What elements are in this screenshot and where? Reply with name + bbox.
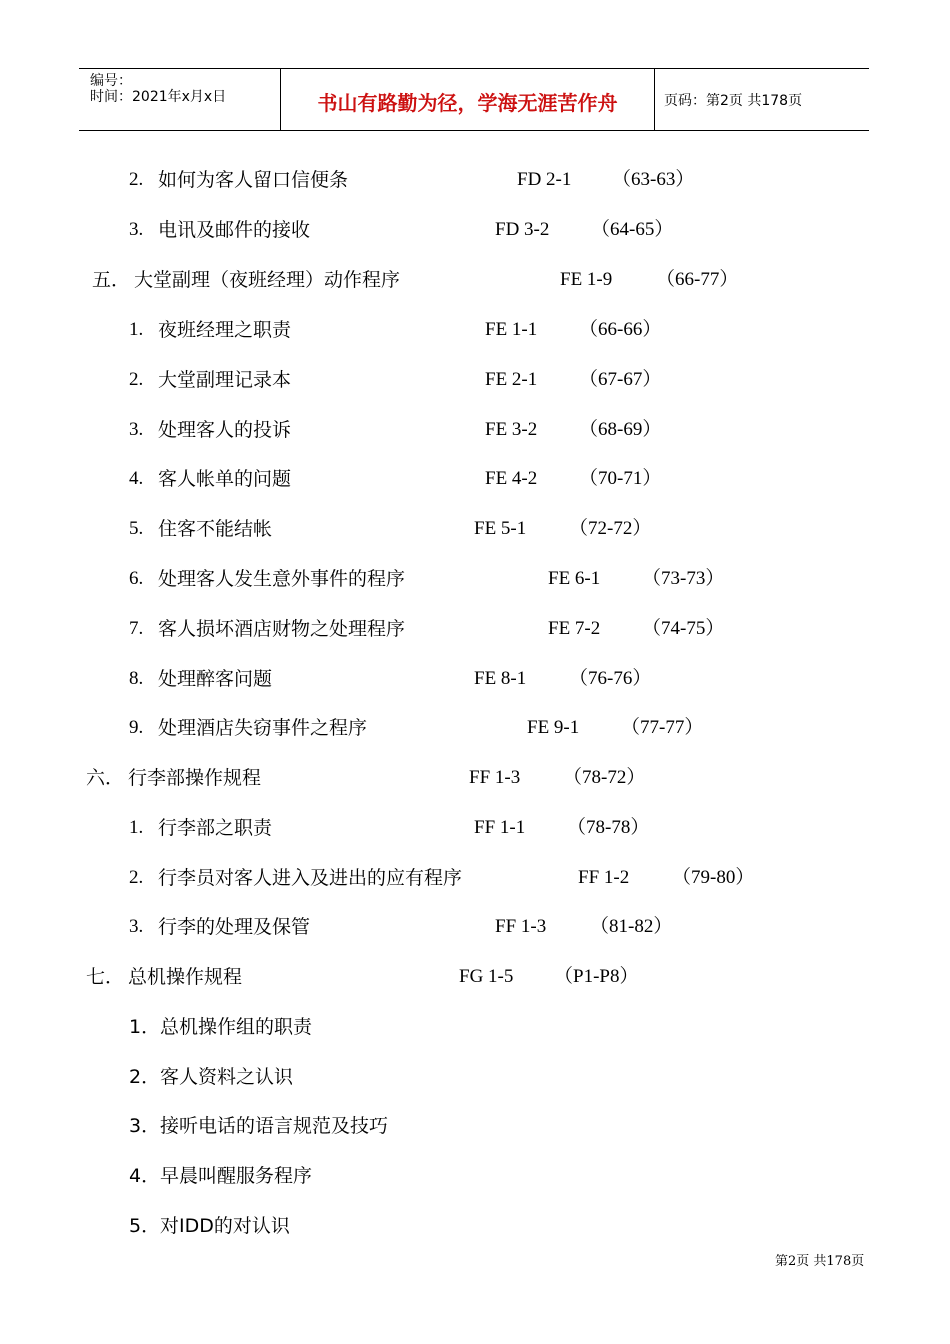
toc-entry-pages: （70-71）: [579, 468, 662, 489]
toc-entry-code: FE 1-9: [560, 269, 613, 290]
toc-entry-pages: （63-63）: [612, 169, 695, 190]
document-number-label: 编号：: [90, 73, 132, 89]
toc-entry-pages: （76-76）: [569, 668, 652, 689]
toc-entry-number: 2．: [129, 1066, 161, 1088]
header-motto: 书山有路勤为径，学海无涯苦作舟: [317, 91, 618, 115]
toc-entry-pages: （79-80）: [672, 867, 755, 888]
toc-entry-title: 接听电话的语言规范及技巧: [160, 1115, 389, 1137]
toc-entry-pages: （68-69）: [579, 419, 662, 440]
toc-entry-title: 客人损坏酒店财物之处理程序: [158, 618, 406, 640]
toc-entry-pages: （67-67）: [579, 369, 662, 390]
toc-entry-number: 6.: [129, 568, 144, 589]
header-page-cell: [655, 69, 869, 130]
toc-entry-title: 对IDD的对认识: [160, 1215, 290, 1237]
toc-entry-code: FG 1-5: [459, 966, 514, 987]
toc-entry-number: 5．: [129, 1215, 161, 1237]
toc-entry-title: 早晨叫醒服务程序: [160, 1165, 313, 1187]
toc-entry-title: 住客不能结帐: [158, 518, 273, 540]
toc-entry-pages: （77-77）: [621, 717, 704, 738]
toc-section-number: 五．: [92, 269, 131, 291]
toc-section-number: 六．: [86, 767, 125, 789]
toc-entry-number: 3.: [129, 219, 144, 240]
toc-entry-title: 处理客人发生意外事件的程序: [158, 568, 406, 590]
toc-entry-number: 8.: [129, 668, 144, 689]
toc-entry-title: 行李的处理及保管: [158, 916, 311, 938]
toc-entry-code: FD 3-2: [495, 219, 550, 240]
page-footer: 第2页 共178页: [775, 1254, 865, 1269]
toc-entry-title: 行李部之职责: [158, 817, 273, 839]
toc-entry-pages: （78-78）: [567, 817, 650, 838]
toc-section-number: 七．: [86, 966, 125, 988]
toc-entry-number: 1．: [129, 1016, 161, 1038]
header-page-info: 页码：第2页 共178页: [664, 93, 803, 109]
toc-section-title: 行李部操作规程: [128, 767, 262, 789]
toc-entry-code: FF 1-3: [469, 767, 521, 788]
toc-entry-pages: （73-73）: [642, 568, 725, 589]
toc-entry-code: FE 1-1: [485, 319, 538, 340]
toc-entry-number: 3.: [129, 419, 144, 440]
toc-entry-code: FE 6-1: [548, 568, 601, 589]
toc-entry-title: 客人帐单的问题: [158, 468, 292, 490]
toc-entry-code: FE 4-2: [485, 468, 538, 489]
toc-entry-title: 总机操作组的职责: [160, 1016, 313, 1038]
toc-entry-title: 处理醉客问题: [158, 668, 273, 690]
toc-entry-pages: （72-72）: [569, 518, 652, 539]
toc-entry-pages: （66-77）: [656, 269, 739, 290]
toc-entry-number: 4．: [129, 1165, 161, 1187]
toc-entry-number: 3．: [129, 1115, 161, 1137]
toc-entry-title: 如何为客人留口信便条: [158, 169, 349, 191]
header-motto-cell: [281, 69, 655, 130]
toc-entry-code: FD 2-1: [517, 169, 572, 190]
toc-entry-code: FF 1-1: [474, 817, 526, 838]
toc-entry-code: FF 1-2: [578, 867, 630, 888]
page-header: [79, 68, 869, 131]
toc-entry-number: 7.: [129, 618, 144, 639]
toc-entry-pages: （66-66）: [579, 319, 662, 340]
toc-entry-code: FE 2-1: [485, 369, 538, 390]
header-meta-cell: [79, 69, 281, 130]
toc-entry-title: 夜班经理之职责: [158, 319, 292, 341]
toc-entry-number: 2.: [129, 369, 144, 390]
toc-entry-pages: （74-75）: [642, 618, 725, 639]
toc-entry-code: FE 9-1: [527, 717, 580, 738]
document-date: 时间：2021年x月x日: [90, 89, 227, 105]
toc-entry-title: 处理酒店失窃事件之程序: [158, 717, 368, 739]
toc-entry-number: 4.: [129, 468, 144, 489]
toc-entry-number: 1.: [129, 319, 144, 340]
toc-entry-code: FE 7-2: [548, 618, 601, 639]
toc-entry-number: 3.: [129, 916, 144, 937]
toc-entry-number: 9.: [129, 717, 144, 738]
toc-entry-title: 行李员对客人进入及进出的应有程序: [158, 867, 463, 889]
toc-entry-title: 大堂副理记录本: [158, 369, 292, 391]
toc-entry-pages: （81-82）: [590, 916, 673, 937]
toc-section-title: 大堂副理（夜班经理）动作程序: [134, 269, 401, 291]
toc-entry-title: 客人资料之认识: [160, 1066, 294, 1088]
toc-entry-pages: （P1-P8）: [554, 966, 639, 987]
toc-entry-number: 1.: [129, 817, 144, 838]
toc-entry-number: 2.: [129, 867, 144, 888]
toc-entry-code: FF 1-3: [495, 916, 547, 937]
toc-entry-code: FE 5-1: [474, 518, 527, 539]
toc-entry-number: 5.: [129, 518, 144, 539]
toc-entry-title: 电讯及邮件的接收: [158, 219, 311, 241]
toc-entry-number: 2.: [129, 169, 144, 190]
toc-entry-title: 处理客人的投诉: [158, 419, 292, 441]
toc-entry-code: FE 3-2: [485, 419, 538, 440]
toc-entry-pages: （64-65）: [591, 219, 674, 240]
toc-entry-code: FE 8-1: [474, 668, 527, 689]
toc-section-title: 总机操作规程: [128, 966, 243, 988]
toc-entry-pages: （78-72）: [563, 767, 646, 788]
